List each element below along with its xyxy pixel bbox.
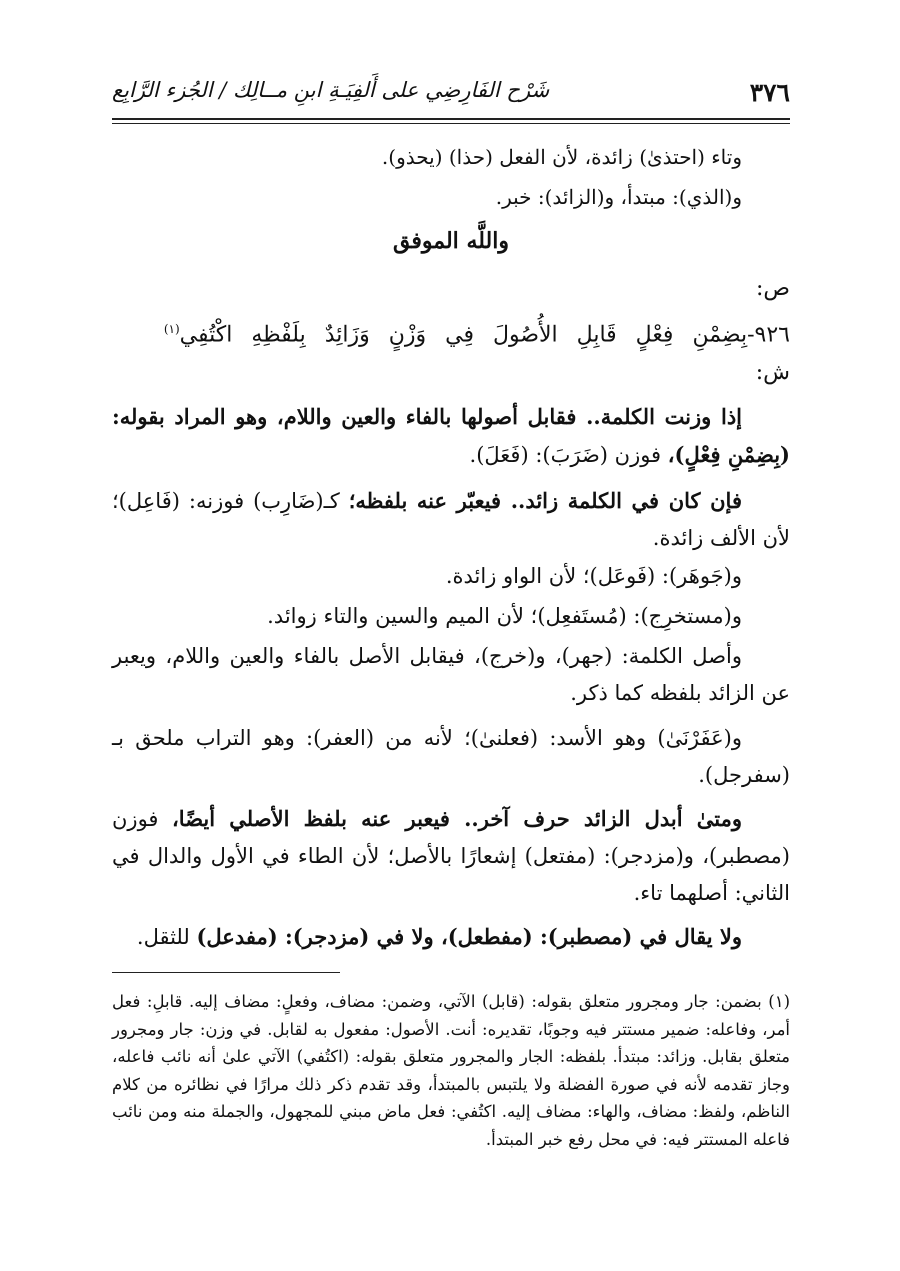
footnote — [112, 988, 790, 1153]
paragraph-8-rest: للثقل. — [136, 925, 197, 949]
paragraph-6: و(عَفَرْنَىٰ) وهو الأسد: (فعلنىٰ)؛ لأنه من (العفر): وهو التراب ملحق بـ (سفرجل). — [112, 726, 790, 787]
paragraph-8-bold: ولا يقال في (مصطبر): (مفطعل)، ولا في (مزدجر): (مفدعل) — [196, 924, 742, 949]
paragraph-5: وأصل الكلمة: (جهر)، و(خرج)، فيقابل الأصل بالفاء والعين واللام، ويعبر عن الزائد بلفظه كما ذكر. — [112, 644, 790, 705]
verse-line — [112, 322, 790, 347]
paragraph-2-rest: كـ(ضَارِب) فوزنه: (فَاعِل)؛ لأن الألف زائدة. — [112, 489, 790, 550]
paragraph-1 — [112, 398, 790, 474]
paragraph-3: و(جَوهَر): (فَوعَل)؛ لأن الواو زائدة. — [445, 564, 742, 588]
paragraph-7-bold: ومتىٰ أبدل الزائد حرف آخر.. فيعبر عنه بلفظ الأصلي أيضًا، — [172, 806, 742, 831]
footnote-text: بضمن: جار ومجرور متعلق بقوله: (قابل) الآتي، وضمن: مضاف، وفعلٍ: مضاف إليه. قابلِ: فعل أمر، وفاعله: ضمير مستتر فيه وجوبًا، تقديره: أنت. الأصول: مفعول به لقابل. في وزن: جار ومجرور متعلق بقابل. وزائد: مبتدأ. بلفظه: الجار والمجرور متعلق بقوله: (اكتُفي) الآتي علىٰ أنه نائب فاعله، وجاز تقدمه لأنه في صورة الفضلة ولا يلتبس بالمبتدأ، وقد تقدم ذكر ذلك مرارًا في نظائره من كلام الناظم، ولفظ: مضاف، والهاء: مضاف إليه. اكتُفي: فعل ماض مبني للمجهول، والجملة منه ومن نائب فاعله المستتر فيه: في محل رفع خبر المبتدأ. — [112, 992, 790, 1149]
verse-number: ٩٢٦- — [747, 322, 790, 348]
paragraph-2 — [112, 482, 790, 557]
paragraph-2-bold: فإن كان في الكلمة زائد.. فيعبّر عنه بلفظه؛ — [348, 488, 742, 513]
footnote-rule — [112, 972, 340, 973]
main-text — [112, 0, 790, 960]
shin-label: ش: — [755, 360, 790, 385]
line-1: وتاء (احتذىٰ) زائدة، لأن الفعل (حذا) (يحذو). — [381, 145, 742, 169]
paragraph-1-rest: فوزن (ضَرَبَ): (فَعَلَ). — [469, 443, 668, 467]
paragraph-7-rest: فوزن (مصطبر)، و(مزدجر): (مفتعل) إشعارًا بالأصل؛ لأن الطاء في الأول والدال في الثاني: أصلهما تاء. — [112, 807, 790, 905]
page-number: ٣٧٦ — [749, 78, 790, 107]
line-2: و(الذي): مبتدأ، و(الزائد): خبر. — [495, 185, 742, 209]
paragraph-8 — [112, 918, 790, 956]
running-title: شَرْح الفَارِضِي على أَلفِيَـةِ ابنِ مــالِك / الجُزء الرَّابِع — [112, 78, 550, 102]
closing-heading: واللَّه الموفق — [393, 228, 509, 254]
paragraph-1-bold: إذا وزنت الكلمة.. فقابل أصولها بالفاء والعين واللام، وهو المراد بقوله: (بِضِمْنِ فِعْلٍ)، — [112, 404, 790, 467]
verse-footnote-marker: (١) — [163, 322, 180, 336]
verse-text: بِضِمْنِ فِعْلٍ قَابِلِ الأُصُولَ فِي وَزْنٍ وَزَائِدٌ بِلَفْظِهِ اكْتُفِي — [179, 322, 748, 348]
sad-label: ص: — [755, 276, 790, 301]
paragraph-7 — [112, 800, 790, 912]
footnote-marker: (١) — [768, 992, 790, 1011]
paragraph-4: و(مستخرِج): (مُستَفعِل)؛ لأن الميم والسين والتاء زوائد. — [267, 604, 742, 628]
